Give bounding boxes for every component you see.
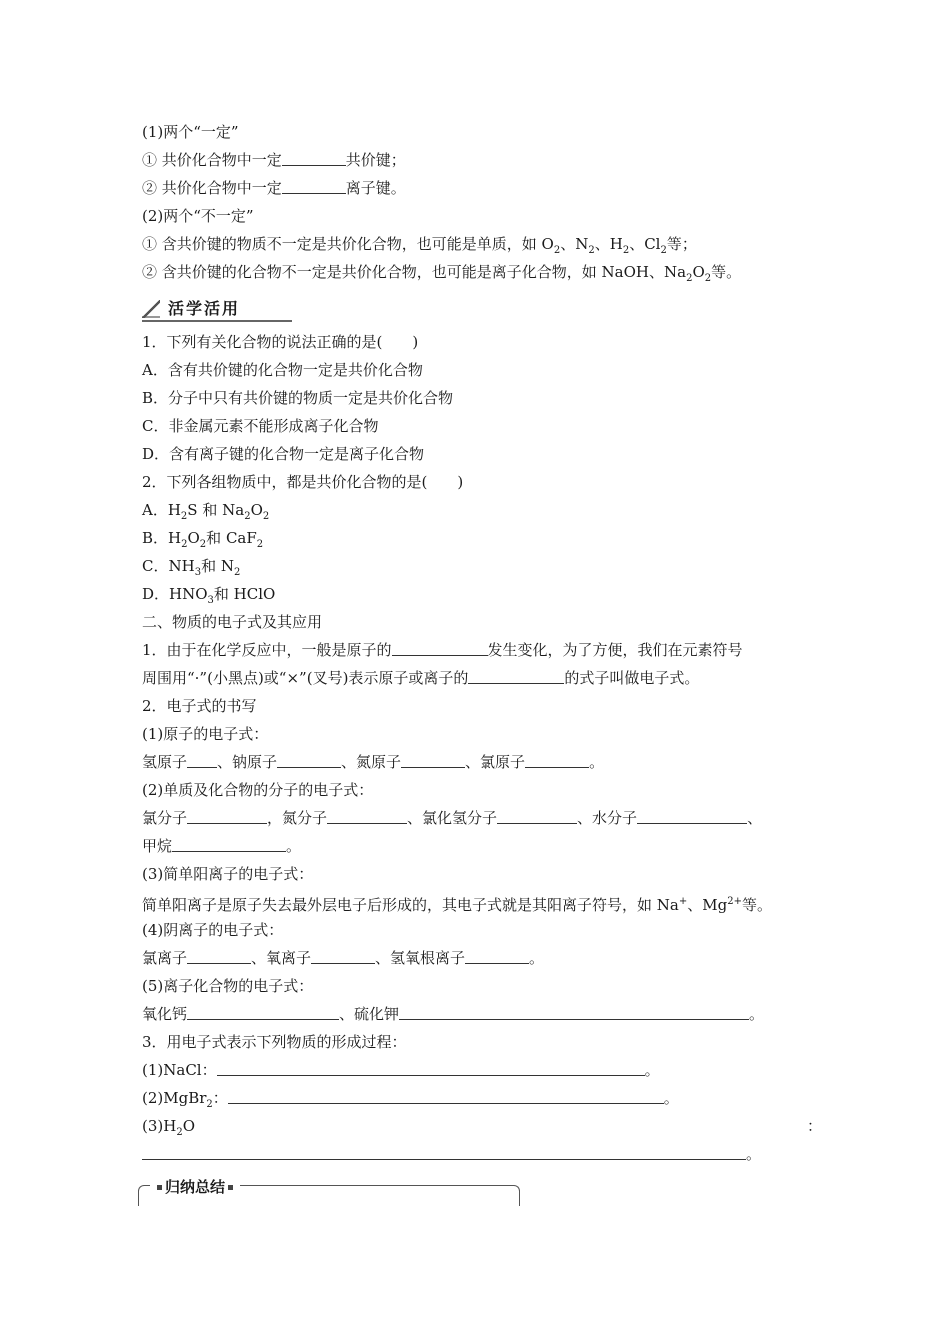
practice-section-header [142, 288, 822, 328]
text-line: (3)简单阳离子的电子式： [142, 865, 314, 883]
text-line: ② 共价化合物中一定 离子键。 [142, 174, 822, 202]
answer-blank[interactable] [282, 175, 346, 194]
answer-blank[interactable] [468, 665, 564, 684]
text-line: ① 含共价键的物质不一定是共价化合物，也可能是单质，如 $O_2$、$N_2$、$H_2$、$Cl_2$等； [142, 235, 697, 256]
answer-blank[interactable] [187, 805, 267, 824]
answer-blank[interactable] [401, 749, 465, 768]
section-heading: 二、物质的电子式及其应用 [142, 613, 323, 631]
option-b[interactable]: B．$H_2O_2$和 CaF$_2$ [142, 529, 264, 550]
square-bullet-icon [157, 1185, 162, 1190]
answer-blank[interactable] [392, 637, 488, 656]
option-a[interactable]: A．含有共价键的化合物一定是共价化合物 [142, 361, 423, 379]
text-line: ② 含共价键的化合物不一定是共价化合物，也可能是离子化合物，如 NaOH、$Na_2O_2$等。 [142, 263, 742, 284]
text-line: (1)原子的电子式： [142, 725, 269, 743]
answer-blank[interactable] [465, 945, 529, 964]
text-line: 简单阳离子是原子失去最外层电子后形成的，其电子式就是其阳离子符号，如 Na+、$Mg^{2+}$等。 [142, 896, 772, 914]
answer-blank[interactable] [187, 1001, 339, 1020]
text-line: (5)离子化合物的电子式： [142, 977, 314, 995]
answer-blank[interactable] [399, 1001, 749, 1020]
option-a[interactable]: A．$H_2S$ 和 $Na_2O_2$ [142, 501, 270, 522]
document-body [142, 118, 822, 1168]
option-c[interactable]: C．非金属元素不能形成离子化合物 [142, 417, 379, 435]
text-line: (2)MgBr$_2$： 。 [142, 1084, 822, 1112]
answer-blank[interactable] [187, 749, 217, 768]
text-line: (2)单质及化合物的分子的电子式： [142, 781, 374, 799]
text-line: 2．电子式的书写 [142, 697, 257, 715]
text-line: ① 共价化合物中一定 共价键； [142, 146, 822, 174]
text-line: (1)两个“一定” [142, 123, 239, 141]
option-d[interactable]: D．$HNO_3$和 HClO [142, 585, 276, 606]
section-title: 活学活用 [168, 299, 241, 318]
text-line: 周围用“·”(小黑点)或“×”(叉号)表示原子或离子的 的式子叫做电子式。 [142, 664, 822, 692]
answer-blank[interactable] [497, 805, 577, 824]
answer-blank[interactable] [277, 749, 341, 768]
text-line: (1)NaCl： 。 [142, 1056, 822, 1084]
text-line: (2)两个“不一定” [142, 207, 254, 225]
option-c[interactable]: C．$NH_3$和 $N_2$ [142, 557, 241, 578]
answer-blank[interactable] [327, 805, 407, 824]
answer-blank[interactable] [187, 945, 251, 964]
answer-blank[interactable] [525, 749, 589, 768]
text-line: $(3)H_2O$ ： [142, 1117, 822, 1138]
text-line: 甲烷 。 [142, 832, 822, 860]
answer-blank[interactable] [172, 833, 286, 852]
summary-label: 归纳总结 [150, 1176, 240, 1197]
answer-blank[interactable] [142, 1141, 746, 1160]
question-stem: 1．下列有关化合物的说法正确的是( ) [142, 333, 419, 351]
summary-box [138, 1176, 520, 1198]
text-line: 氯分子 ，氮分子 、氯化氢分子 、水分子 、 [142, 804, 822, 832]
option-d[interactable]: D．含有离子键的化合物一定是离子化合物 [142, 445, 425, 463]
text-line: (4)阴离子的电子式： [142, 921, 284, 939]
answer-blank[interactable] [217, 1057, 645, 1076]
square-bullet-icon [228, 1185, 233, 1190]
text-line: 3．用电子式表示下列物质的形成过程： [142, 1033, 407, 1051]
text-line: 氢原子 、钠原子 、氮原子 、氯原子 。 [142, 748, 822, 776]
corner-triangle-icon [142, 300, 160, 318]
text-line: 氯离子 、氧离子 、氢氧根离子 。 [142, 944, 822, 972]
answer-blank[interactable] [282, 147, 346, 166]
answer-blank[interactable] [637, 805, 747, 824]
text-line: 。 [142, 1140, 822, 1168]
answer-blank[interactable] [228, 1085, 664, 1104]
text-line: 氧化钙 、硫化钾 。 [142, 1000, 822, 1028]
option-b[interactable]: B．分子中只有共价键的物质一定是共价化合物 [142, 389, 454, 407]
answer-blank[interactable] [311, 945, 375, 964]
text-line: 1．由于在化学反应中，一般是原子的 发生变化，为了方便，我们在元素符号 [142, 636, 822, 664]
question-stem: 2．下列各组物质中，都是共价化合物的是( ) [142, 473, 464, 491]
divider [142, 320, 292, 322]
